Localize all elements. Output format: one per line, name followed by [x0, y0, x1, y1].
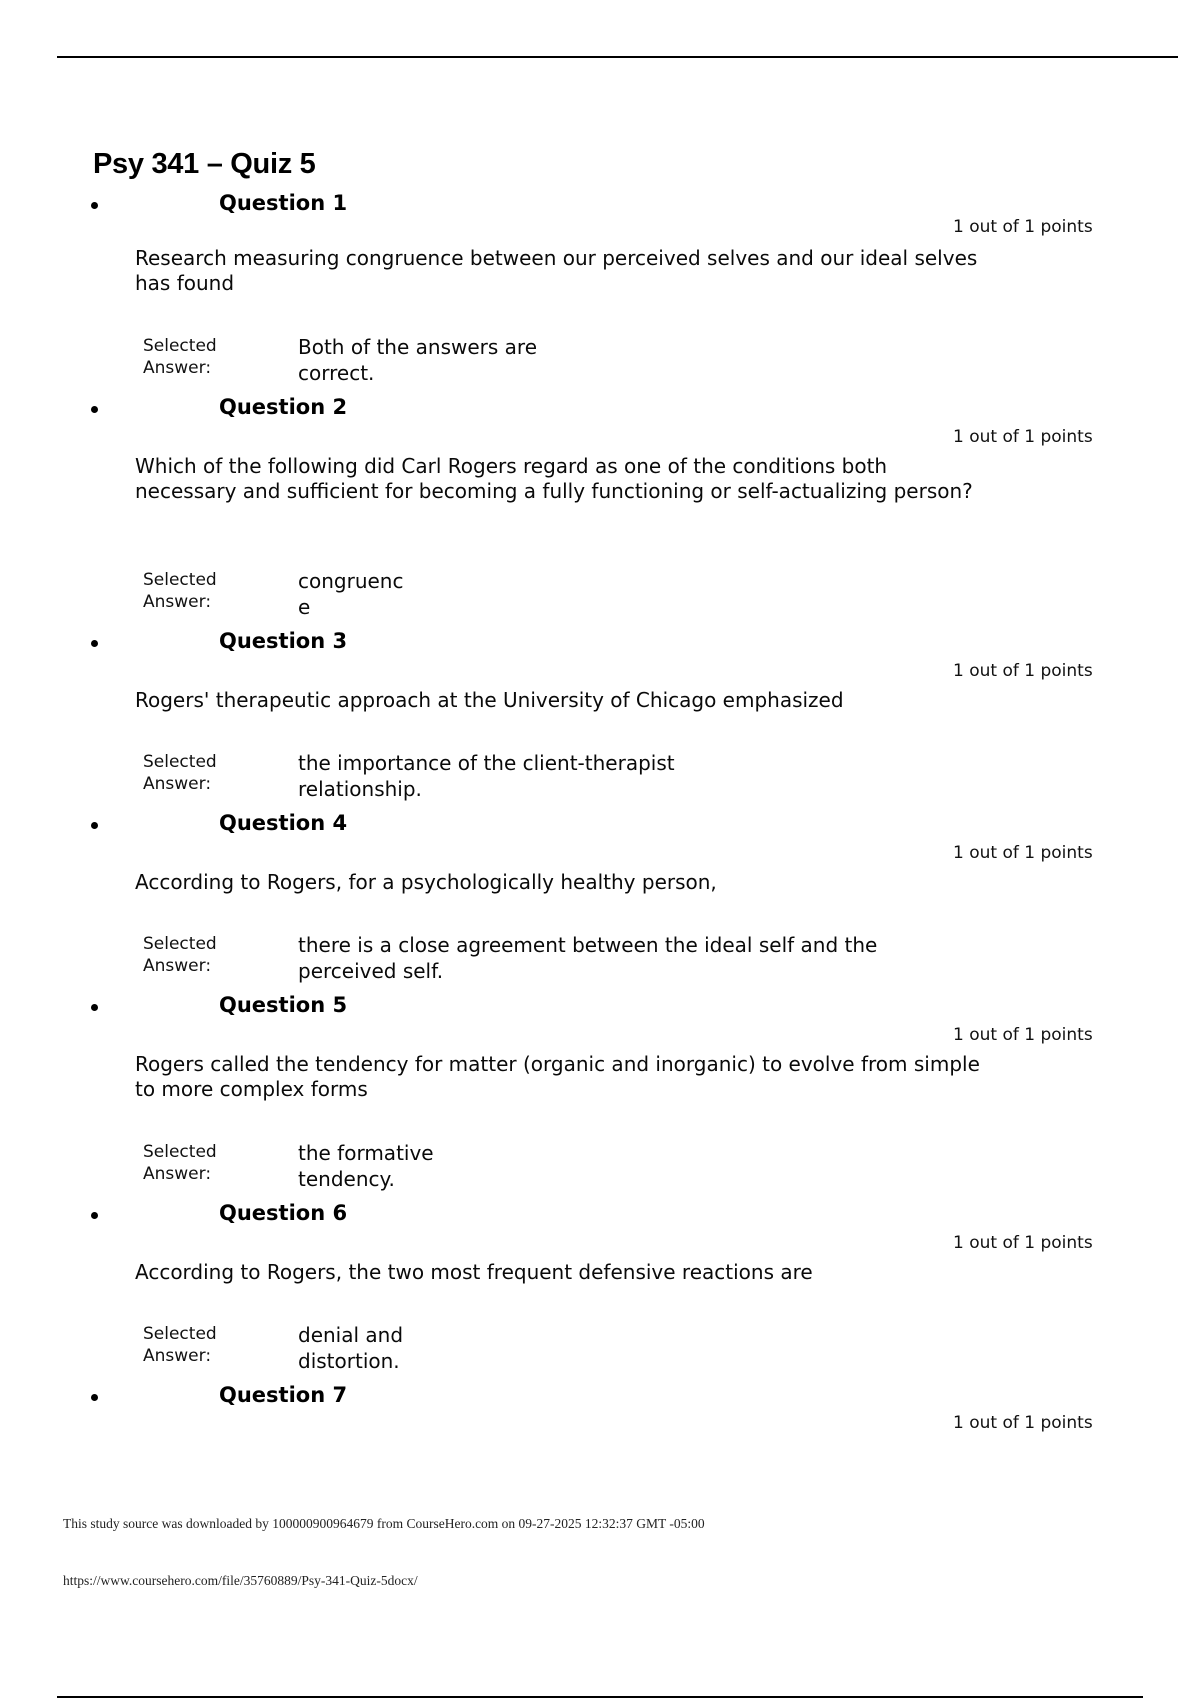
- selected-answer: congruence: [298, 569, 404, 619]
- question-text: Which of the following did Carl Rogers regard as one of the conditions both necessary and sufficient for becoming a fully functioning or self-actualizing person?: [135, 454, 973, 503]
- question-heading: [0, 395, 1200, 425]
- bullet-icon: [91, 640, 98, 647]
- question-title: Question 7: [219, 1383, 348, 1407]
- source-notice: This study source was downloaded by 100000900964679 from CourseHero.com on 09-27-2025 12:32:37 GMT -05:00: [63, 1516, 705, 1531]
- question-text: Rogers called the tendency for matter (organic and inorganic) to evolve from simple to more complex forms: [135, 1052, 980, 1101]
- question-points: 1 out of 1 points: [953, 1413, 1093, 1433]
- selected-answer-label: Selected Answer:: [143, 1324, 217, 1366]
- question-points: 1 out of 1 points: [953, 1025, 1093, 1045]
- question-title: Question 1: [219, 191, 348, 215]
- question-title: Question 2: [219, 395, 348, 419]
- selected-answer-label: Selected Answer:: [143, 570, 217, 612]
- bullet-icon: [91, 406, 98, 413]
- bullet-icon: [91, 1212, 98, 1219]
- selected-answer-label: Selected Answer:: [143, 1142, 217, 1184]
- selected-answer-label: Selected Answer:: [143, 752, 217, 794]
- question-points: 1 out of 1 points: [953, 427, 1093, 447]
- question-text: According to Rogers, the two most frequent defensive reactions are: [135, 1260, 813, 1284]
- question-text: Rogers' therapeutic approach at the University of Chicago emphasized: [135, 688, 844, 712]
- source-url[interactable]: https://www.coursehero.com/file/35760889/Psy-341-Quiz-5docx/: [63, 1573, 418, 1588]
- bullet-icon: [91, 822, 98, 829]
- question-heading: [0, 1383, 1200, 1413]
- selected-answer: there is a close agreement between the ideal self and the perceived self.: [298, 933, 878, 983]
- selected-answer-label: Selected Answer:: [143, 336, 217, 378]
- bullet-icon: [91, 202, 98, 209]
- top-rule: [57, 56, 1178, 58]
- question-title: Question 4: [219, 811, 348, 835]
- question-points: 1 out of 1 points: [953, 1233, 1093, 1253]
- question-heading: [0, 993, 1200, 1023]
- question-text: According to Rogers, for a psychologically healthy person,: [135, 870, 717, 894]
- page-title: Psy 341 – Quiz 5: [93, 148, 316, 180]
- question-title: Question 5: [219, 993, 348, 1017]
- question-heading: [0, 629, 1200, 659]
- bullet-icon: [91, 1394, 98, 1401]
- bottom-rule: [57, 1696, 1143, 1698]
- question-points: 1 out of 1 points: [953, 843, 1093, 863]
- selected-answer: the formative tendency.: [298, 1141, 434, 1191]
- bullet-icon: [91, 1004, 98, 1011]
- question-title: Question 3: [219, 629, 348, 653]
- question-text: Research measuring congruence between our perceived selves and our ideal selves has found: [135, 246, 978, 295]
- question-heading: [0, 811, 1200, 841]
- question-heading: [0, 1201, 1200, 1231]
- question-title: Question 6: [219, 1201, 348, 1225]
- selected-answer: denial and distortion.: [298, 1323, 404, 1373]
- selected-answer-label: Selected Answer:: [143, 934, 217, 976]
- selected-answer: Both of the answers are correct.: [298, 335, 538, 385]
- question-points: 1 out of 1 points: [953, 217, 1093, 237]
- selected-answer: the importance of the client-therapist relationship.: [298, 751, 675, 801]
- question-points: 1 out of 1 points: [953, 661, 1093, 681]
